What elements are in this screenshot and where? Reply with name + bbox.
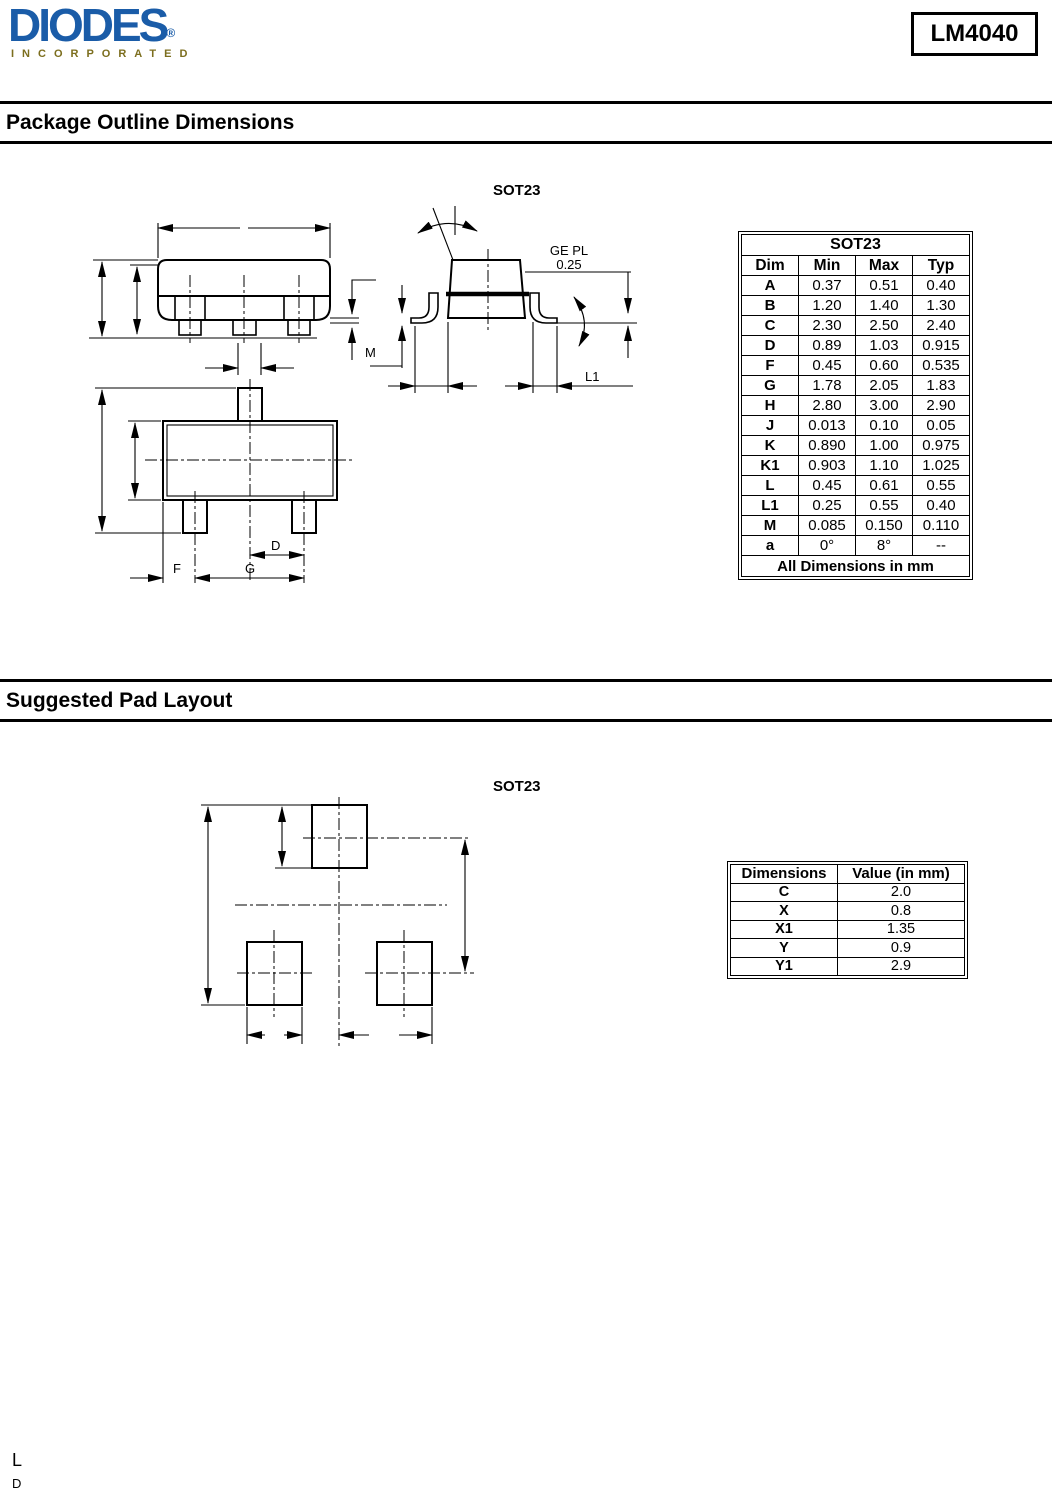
typ-cell: 0.55 — [913, 476, 970, 496]
part-number: LM4040 — [930, 20, 1019, 47]
dim-cell: L1 — [742, 496, 799, 516]
typ-cell: 0.915 — [913, 336, 970, 356]
typ-cell: -- — [913, 536, 970, 556]
table-row — [742, 516, 970, 536]
label-ge-pl-value: 0.25 — [556, 257, 582, 272]
table-row — [742, 436, 970, 456]
max-cell: 1.00 — [856, 436, 913, 456]
table-row — [742, 476, 970, 496]
table-row — [742, 276, 970, 296]
dim-cell: K1 — [742, 456, 799, 476]
dim-cell: C — [742, 316, 799, 336]
pad-drawing-title: SOT23 — [493, 778, 541, 795]
typ-cell: 0.40 — [913, 496, 970, 516]
value-cell: 0.8 — [838, 902, 965, 921]
min-cell: 0° — [799, 536, 856, 556]
dim-cell: Y — [731, 939, 838, 958]
dim-cell: K — [742, 436, 799, 456]
max-cell: 0.60 — [856, 356, 913, 376]
typ-cell: 1.83 — [913, 376, 970, 396]
table-row — [742, 356, 970, 376]
dim-cell: C — [731, 883, 838, 902]
min-cell: 0.890 — [799, 436, 856, 456]
typ-cell: 1.025 — [913, 456, 970, 476]
max-cell: 1.40 — [856, 296, 913, 316]
outline-drawing-title: SOT23 — [493, 182, 541, 199]
logo-subtitle: INCORPORATED — [11, 48, 196, 60]
part-number-box — [911, 12, 1038, 56]
dim-cell: L — [742, 476, 799, 496]
max-cell: 2.50 — [856, 316, 913, 336]
section-heading-pad-layout: Suggested Pad Layout — [0, 679, 1052, 722]
typ-cell: 1.30 — [913, 296, 970, 316]
col-header: Max — [856, 256, 913, 276]
value-cell: 2.9 — [838, 957, 965, 976]
dim-cell: J — [742, 416, 799, 436]
table-footer-row — [742, 556, 970, 577]
dim-table-title: SOT23 — [742, 235, 970, 256]
min-cell: 0.45 — [799, 356, 856, 376]
dim-cell: B — [742, 296, 799, 316]
table-row — [742, 336, 970, 356]
dim-cell: Y1 — [731, 957, 838, 976]
min-cell: 1.78 — [799, 376, 856, 396]
table-header-row — [731, 865, 965, 884]
table-row — [742, 496, 970, 516]
table-row — [731, 920, 965, 939]
table-row — [742, 456, 970, 476]
table-row — [742, 396, 970, 416]
max-cell: 1.03 — [856, 336, 913, 356]
package-outline-drawing — [85, 203, 660, 603]
value-cell: 2.0 — [838, 883, 965, 902]
min-cell: 0.45 — [799, 476, 856, 496]
table-row — [731, 902, 965, 921]
typ-cell: 0.05 — [913, 416, 970, 436]
typ-cell: 0.40 — [913, 276, 970, 296]
label-d: D — [271, 538, 281, 553]
logo-text: DIODES — [8, 0, 167, 51]
dimension-table — [738, 231, 973, 580]
col-header: Min — [799, 256, 856, 276]
max-cell: 1.10 — [856, 456, 913, 476]
max-cell: 3.00 — [856, 396, 913, 416]
label-f: F — [173, 561, 181, 576]
table-row — [742, 416, 970, 436]
table-row — [731, 957, 965, 976]
label-ge-pl: GE PL — [549, 243, 589, 258]
table-row — [742, 296, 970, 316]
min-cell: 0.37 — [799, 276, 856, 296]
col-header: Dimensions — [731, 865, 838, 884]
min-cell: 0.89 — [799, 336, 856, 356]
min-cell: 0.25 — [799, 496, 856, 516]
value-cell: 1.35 — [838, 920, 965, 939]
max-cell: 8° — [856, 536, 913, 556]
dim-cell: A — [742, 276, 799, 296]
typ-cell: 0.975 — [913, 436, 970, 456]
table-title-row — [742, 235, 970, 256]
min-cell: 0.903 — [799, 456, 856, 476]
table-row — [742, 536, 970, 556]
dim-cell: X1 — [731, 920, 838, 939]
diodes-logo — [8, 2, 195, 60]
col-header: Dim — [742, 256, 799, 276]
value-cell: 0.9 — [838, 939, 965, 958]
registered-mark: ® — [166, 26, 176, 40]
col-header: Value (in mm) — [838, 865, 965, 884]
label-g: G — [245, 561, 256, 576]
table-row — [742, 316, 970, 336]
max-cell: 0.10 — [856, 416, 913, 436]
dim-cell: D — [742, 336, 799, 356]
table-row — [742, 376, 970, 396]
typ-cell: 0.110 — [913, 516, 970, 536]
section-heading-package-outline: Package Outline Dimensions — [0, 101, 1052, 144]
typ-cell: 0.535 — [913, 356, 970, 376]
min-cell: 2.30 — [799, 316, 856, 336]
pad-layout-drawing — [185, 795, 505, 1065]
dim-cell: a — [742, 536, 799, 556]
max-cell: 0.55 — [856, 496, 913, 516]
min-cell: 2.80 — [799, 396, 856, 416]
typ-cell: 2.90 — [913, 396, 970, 416]
max-cell: 0.61 — [856, 476, 913, 496]
footer-mark-d: D — [12, 1476, 22, 1491]
max-cell: 0.51 — [856, 276, 913, 296]
table-header-row — [742, 256, 970, 276]
min-cell: 0.013 — [799, 416, 856, 436]
dim-cell: G — [742, 376, 799, 396]
logo-wordmark — [8, 0, 195, 51]
min-cell: 1.20 — [799, 296, 856, 316]
min-cell: 0.085 — [799, 516, 856, 536]
dim-table-footer: All Dimensions in mm — [742, 556, 970, 577]
dim-cell: X — [731, 902, 838, 921]
dim-cell: F — [742, 356, 799, 376]
table-row — [731, 883, 965, 902]
pad-layout-table — [727, 861, 968, 979]
label-m: M — [365, 345, 376, 360]
typ-cell: 2.40 — [913, 316, 970, 336]
dim-cell: H — [742, 396, 799, 416]
table-row — [731, 939, 965, 958]
max-cell: 2.05 — [856, 376, 913, 396]
footer-mark-l: L — [12, 1450, 23, 1470]
dim-cell: M — [742, 516, 799, 536]
max-cell: 0.150 — [856, 516, 913, 536]
label-l1: L1 — [585, 369, 600, 384]
col-header: Typ — [913, 256, 970, 276]
